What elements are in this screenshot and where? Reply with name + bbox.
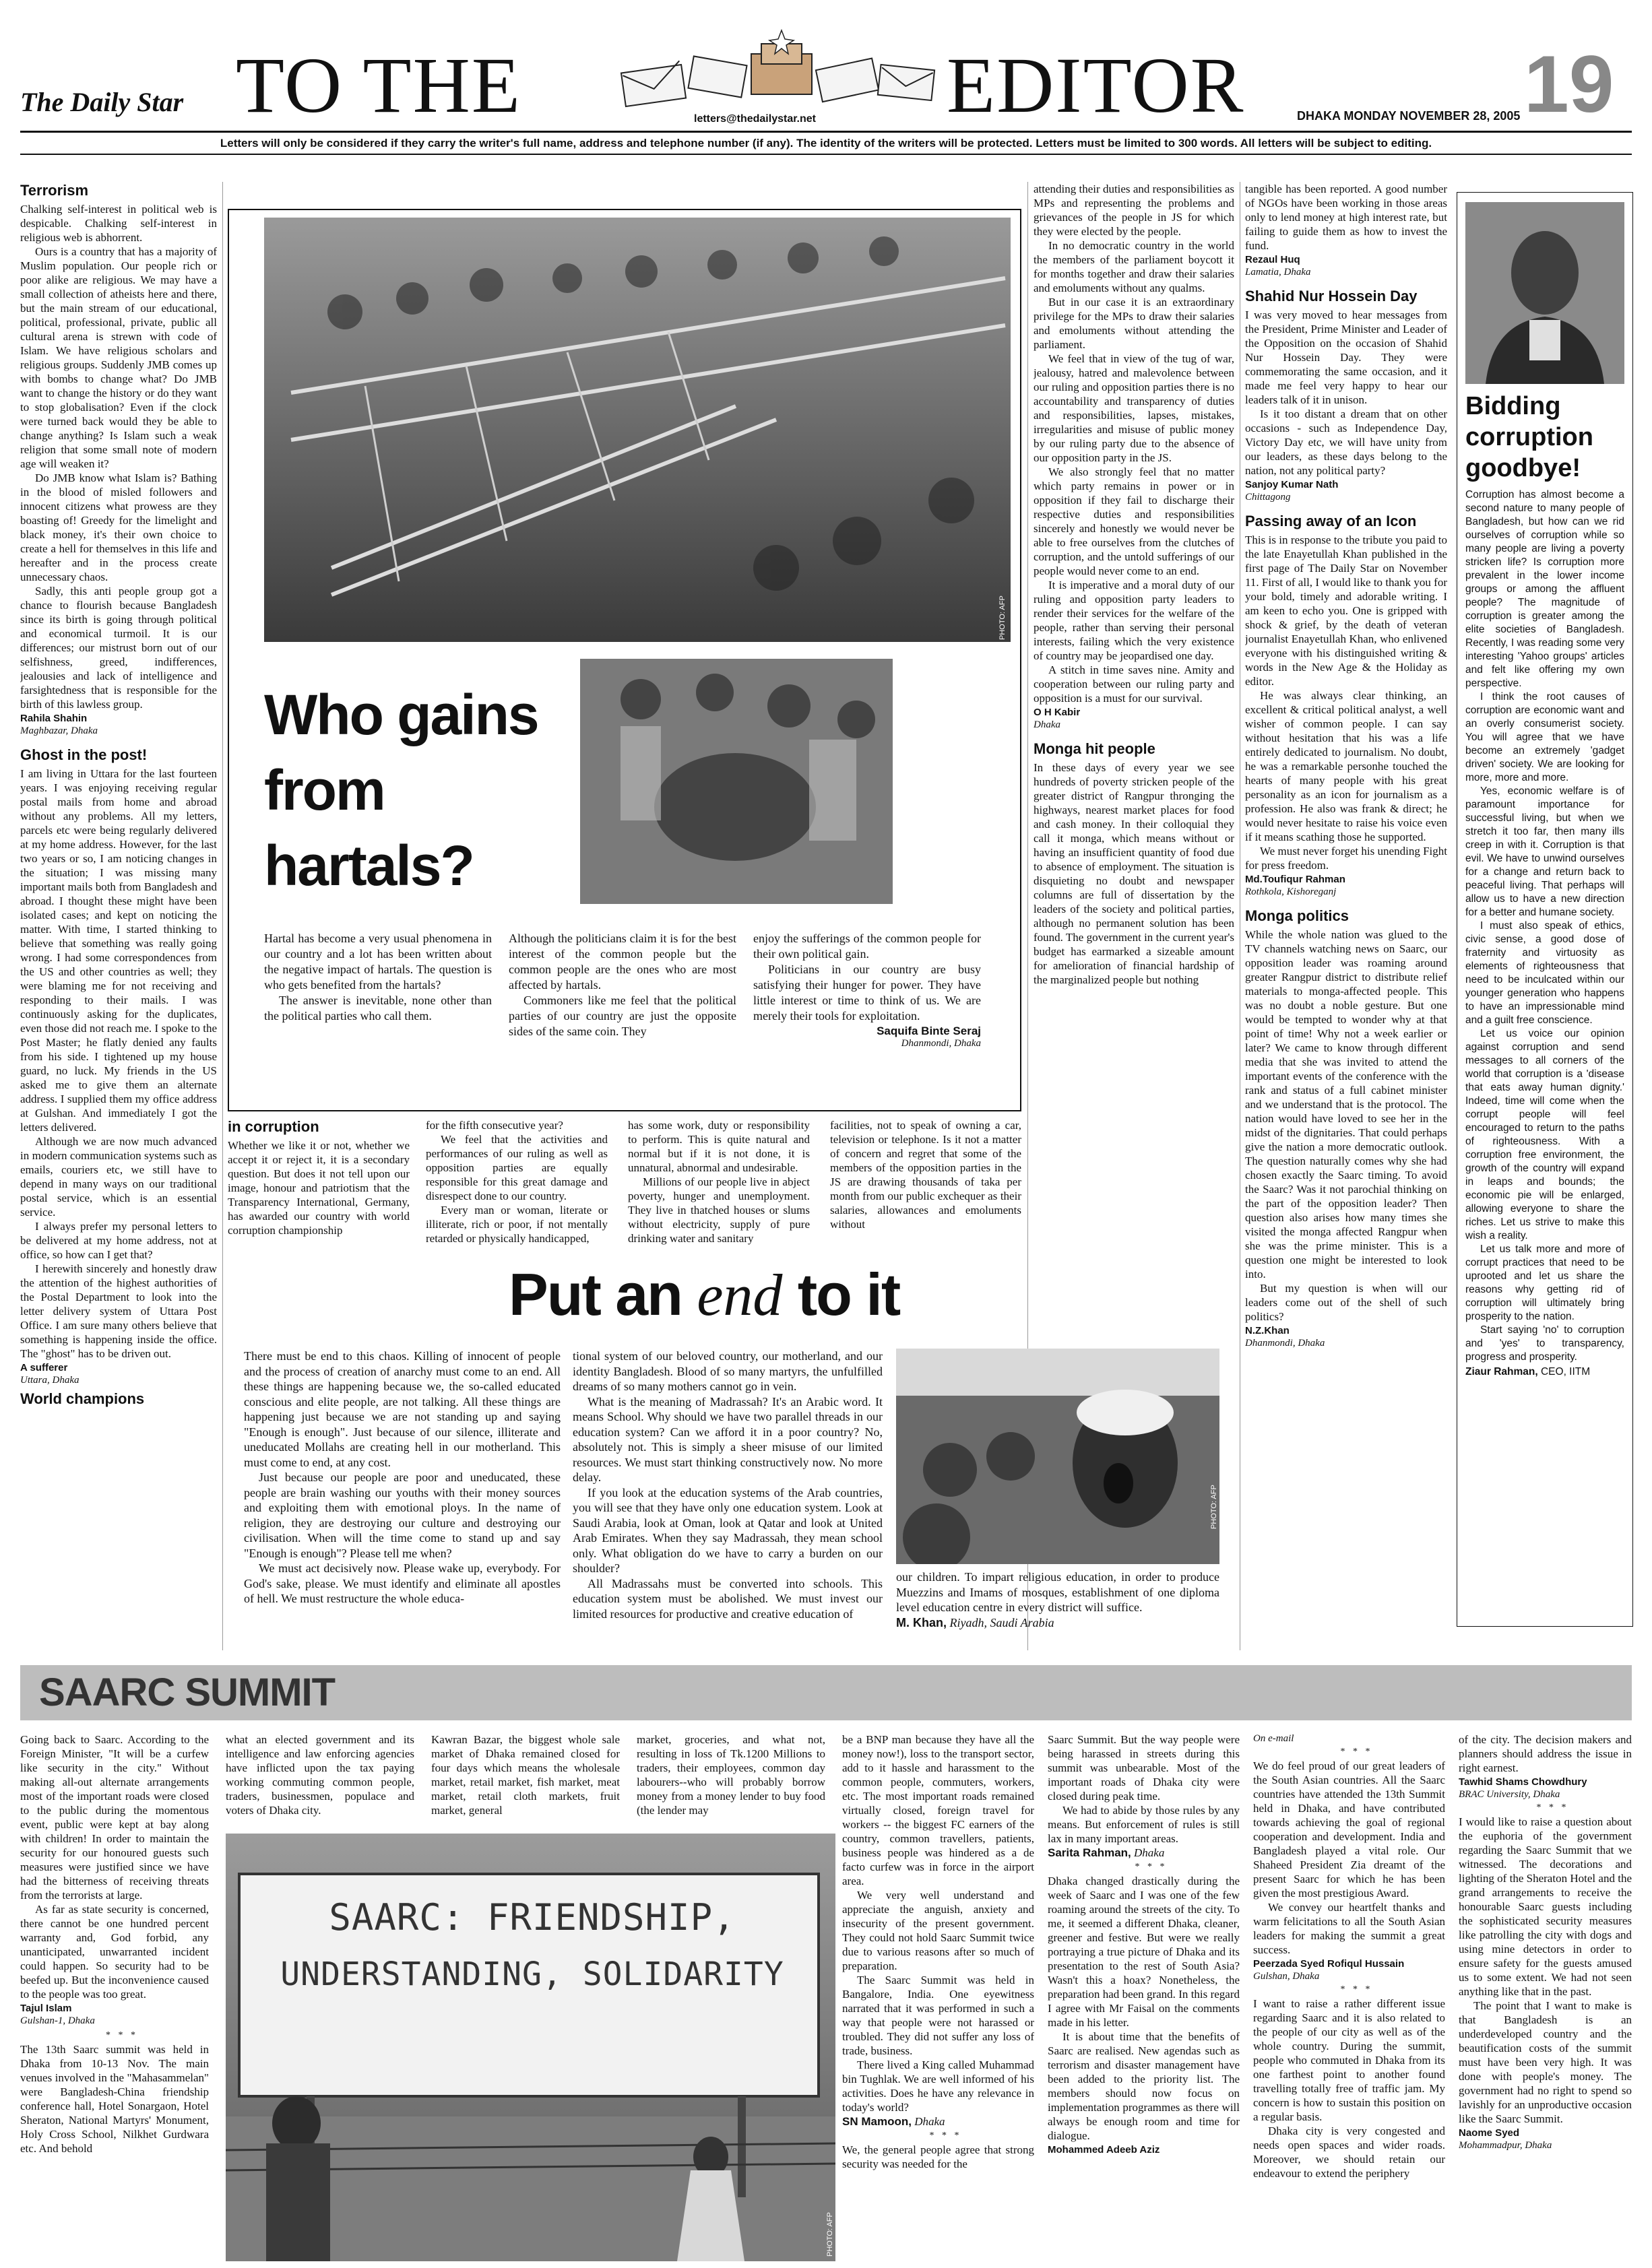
signature: Tawhid Shams Chowdhury xyxy=(1459,1776,1587,1788)
corruption-col-4: facilities, not to speak of owning a car, television or telephone. Is it not a matter of concern and regret that some of the members of the opposition parties in the JS are drawing thousands of taka per month from our public exchequer as their salaries, allowances and emoluments without xyxy=(830,1119,1021,1231)
photo-credit: PHOTO: AFP xyxy=(998,595,1007,640)
saarc-col-5: be a BNP man because they have all the money now!), loss to the transport sector, add to it hassle and harassment to the common people, commuters, workers, etc. The most important roads remained virtually closed, foreign travel for workers -- the biggest FC earners of the country, common travellers, patients, business people was hindered as a de facto curfew was in force in the airport area. We very well understand and appreciate the anguish, anxiety and insecurity of the present government. They could not hold Saarc Summit twice due to various reasons after so much of preparation. The Saarc Summit was held in Bangalore, India. One eyewitness narrated that it was performed in such a way that people were not harassed or troubled. They did not suffer any loss of trade, business. There lived a King called Muhammad bin Tughlak. We are well informed of his activities. Does he have any relevance in today's world? SN Mamoon, Dhaka * * * We, the general people agree that strong security was needed for the xyxy=(842,1733,1034,2170)
saarc-col-6: Saarc Summit. But the way people were being harassed in streets during this summit was unbearable. Most of the important roads of Dhaka city were closed during peak time. We had to abide by those rules by any means. But enforcement of rules is still lax in many important areas. Sarita Rahman, Dhaka * * * Dhaka changed drastically during the week of Saarc and I was one of the few roaming around the streets of the city. To me, it seemed a different Dhaka, cleaner, greener and festive. But were we really portraying a true picture of Dhaka and its presentation to the rest of South Asia? Wasn't this a hoax? Nonetheless, the preparation had been grand. In this regard I agree with Mr Faisal on the comments made in his letter. It is about time that the benefits of Saarc are realised. New agendas such as terrorism and disaster management have been added to the priority list. The members should now focus on implementation programmes as there will always be enough room and time for dialogue. Mohammed Adeeb Aziz xyxy=(1048,1733,1240,2156)
masthead-title-left: TO THE xyxy=(236,41,521,129)
saarc-col-2: what an elected government and its intelligence and law enforcing agencies have inflicted upon the tax paying working commuting common people, traders, businessmen, populace and voters of Dhaka city. xyxy=(226,1733,414,1817)
corruption-col-2: for the fifth consecutive year? We feel that the activities and performances of our ruling as well as opposition parties are equally responsible for this great damage and disrespect done to our country. Every man or woman, literate or illiterate, rich or poor, if not mentally retarded or physically handicapped, xyxy=(426,1119,608,1245)
madrassah-col-1: There must be end to this chaos. Killing of innocent of people and the process of creation of anarchy must come to an end. All these things are happening because we, the so-called educated conscious and elite people, are not talking. All these things are happening just because we are not standing up and saying "Enough is enough". Just because of our silence, illiterate and uneducated Mollahs are creating hell in our motherland. This must come to end, at any cost. Just because our people are poor and uneducated, these people are brain washing our youths with their money sources and exploiting them with emotional ploys. In the name of religion, they are destroying our culture and destroying our civilisation. When will the time come to stand up and say "Enough is enough"? Please tell me when? We must act decisively now. Please wake up, everybody. For God's sake, please. We must identify and eliminate all apostles of hell. We must restructure the whole educa- xyxy=(244,1349,561,1605)
heading-shahid-nur: Shahid Nur Hossein Day xyxy=(1245,288,1418,304)
saarc-col-7: On e-mail * * * We do feel proud of our great leaders of the South Asian countries. All the Saarc countries have attended the 13th Summit held in Dhaka, and have contributed towards achieving the goal of regional cooperation and development. India and Bangladesh played a vital role. Our Shaheed President Zia dreamt of the present Saarc for which he has been given the most prestigious Award. We convey our heartfelt thanks and warm felicitations to all the South Asian leaders for making the summit a great success. Peerzada Syed Rofiqul Hussain Gulshan, Dhaka * * * I want to raise a rather different issue regarding Saarc and it is also related to the people of our city as well as of the whole country. During the summit, people who commuted in Dhaka from its one farthest point to another found travelling totally free of traffic jam. My concern is how to sustain this position on a regular basis. Dhaka city is very congested and needs open spaces and wider roads. Moreover, we should retain our endeavour to extend the periphery xyxy=(1253,1733,1445,2180)
signature: Naome Syed xyxy=(1459,2127,1520,2139)
page-number: 19 xyxy=(1524,39,1614,129)
saarc-col-3: Kawran Bazar, the biggest whole sale market of Dhaka remained closed for four days which means the wholesale market, retail market, fish market, meat market, retail cloth markets, fruit market, general xyxy=(431,1733,620,1817)
signature: Md.Toufiqur Rahman xyxy=(1245,874,1345,885)
hartal-headline: Who gains from hartals? xyxy=(264,683,538,897)
author-portrait-photo xyxy=(1465,202,1624,384)
heading-monga-hit: Monga hit people xyxy=(1034,740,1155,757)
daily-star-logo: The Daily Star xyxy=(20,87,184,117)
hartal-col-2: Although the politicians claim it is for the best interest of the common people but the common people are the ones who are most affected by hartals. Commoners like me feel that the political parties of our country are just the opposite sides of the same coin. They xyxy=(509,932,736,1038)
hartal-crowd-photo xyxy=(264,218,1011,642)
column-terrorism: Terrorism Chalking self-interest in political web is despicable. Chalking self-interest in religious web is abhorrent. Ours is a country that has a majority of Muslim population. Our people rich or poor alike are religious. We may have a small collection of atheists here and there, but the main stream of our educational, political, professional, private, public all cultural arena is strewn with code of Islam. We have religious scholars and religious groups. Suddenly JMB comes up with bombs to change what? Do JMB want to change the history or do they want to stop globalisation? Even if the clock were turned back would they be able to change anything? Is Islam such a weak religion that some small note of modern age will weaken it? Do JMB know what Islam is? Bathing in the blood of misled followers and innocent citizens what prowess are they boasting of! Greedy for the limelight and black money, it's their own choice to create a hell for themselves in this life and hereafter and in the process create unnecessary chaos. Sadly, this anti people group got a chance to flourish because Bangladesh since its birth is going through political and economical turmoil. It is our differences; our mistrust born out of our selfishness, greed, indifferences, jealousies and lack of intelligence and farsightedness that is responsible for the birth of this lawless group. Rahila Shahin Maghbazar, Dhaka Ghost in the post! I am living in Uttara for the last fourteen years. I was enjoying receiving regular postal mails from home and abroad without any problems. All my letters, parcels etc were being regularly delivered at my home address. However, for the last two years or so, I am noticing changes in the situation; I was missing many important mails both from Bangladesh and abroad. I thought these might have been isolated cases; and kept on noticing the matter. With time, I started thinking to believe that something was really going wrong. I had some correspondences from the US and other countries as well; they were blaming me for not receiving and responding to their mails. I was continuously asking for the duplicates, even those did not reach me. I spoke to the Post Master; he flatly denied any faults from his side. I tightened up my house guard, no luck. My friends in the US asked me to give them an alternate address. I supplied them my office address at Gulshan. And immediately I got the letters delivered. Although we are now much advanced in modern communication systems such as emails, couriers etc, we still have to depend in many ways on our traditional postal service, which is an essential service. I always prefer my personal letters to be delivered at my home address, not at office, so how can I get that? I herewith sincerely and honestly draw the attention of the highest authorities of the Postal Department to look into the letter delivery system of Uttara Post Office. I am sure many others believe that something is happening inside the office. The "ghost" has to be driven out. A sufferer Uttara, Dhaka World champions xyxy=(20,182,217,1407)
hartal-col-1: Hartal has become a very usual phenomena in our country and a lot has been written about the negative impact of hartals. The question is who gets benefited from the hartals? The answer is inevitable, none other than the political parties who call them. xyxy=(264,932,492,1023)
photo-credit: PHOTO: AFP xyxy=(826,2212,834,2257)
corruption-col-1: in corruption Whether we like it or not, whether we accept it or reject it, it is a secondary question. But does it not tell upon our image, honour and patriotism that the Transparency International, Germany, has awarded our country with world corruption championship xyxy=(228,1118,410,1237)
hartal-col-3: enjoy the sufferings of the common people for their own political gain. Politicians in our country are busy satisfying their hunger for power. They have little interest or time to think of us. We are merely their tools for exploitation. Saquifa Binte Seraj Dhanmondi, Dhaka xyxy=(753,932,981,1049)
saarc-sign-text: SAARC: FRIENDSHIP, UNDERSTANDING, SOLIDARITY xyxy=(280,1896,784,1993)
hartal-police-photo xyxy=(578,657,895,906)
signature: Mohammed Adeeb Aziz xyxy=(1048,2144,1160,2156)
signature: SN Mamoon, xyxy=(842,2115,912,2128)
letters-notice: Letters will only be considered if they carry the writer's full name, address and telephone number (if any). The identity of the writers will be protected. Letters must be limited to 300 words. All letters will be subject to editing. xyxy=(220,137,1432,150)
column-divider xyxy=(222,182,223,1650)
protester-photo xyxy=(896,1349,1219,1564)
column-6: tangible has been reported. A good number of NGOs have been working in those areas only to lend money at high interest rate, but failing to guide them as how to invest the fund. Rezaul Huq Lamatia, Dhaka Shahid Nur Hossein Day I was very moved to hear messages from the President, Prime Minister and Leader of the Opposition on the occasion of Shahid Nur Hossein Day. They were commemorating the same occasion, and it made me feel very happy to hear our leaders talk of it in unison. Is it too distant a dream that on other occasions - such as Independence Day, Victory Day etc, we will have unity from our leaders, as these days belong to the nation, not any political party? Sanjoy Kumar Nath Chittagong Passing away of an Icon This is in response to the tribute you paid to the late Enayetullah Khan published in the first page of The Daily Star on November 11. First of all, I would like to thank you for your bold, timely and adorable writing. I am keen to echo you. One is gripped with shock & grief, by the death of veteran journalist Enayetullah Khan, who enlivened everyone with his distinguished writing & words in the New Age & the Holiday as editor. He was always clear thinking, an excellent & critical political analyst, a well wisher of common people. I can say without hesitation that his was a life entirely dedicated to journalism. No doubt, he was a remarkable personhe touched the hearts of many people with his great personality as an icon for journalism as a profession. He also was frank & direct; he would never hesitate to raise his voice even if it means scathing those he supported. We must never forget his unending Fight for press freedom. Md.Toufiqur Rahman Rothkola, Kishoreganj Monga politics While the whole nation was glued to the TV channels watching news on Saarc, our opposition leader was roaming around greater Rangpur district to distribute relief materials to monga-affected people. This was no doubt a noble gesture. But one would be tempted to wonder why at that point of time! Why not a week earlier or later? We came to know through different media that she was invited to attend the important events of the conference with the rank and status of a full cabinet minister and we understand that is the protocol. The nation would have loved to see her in the midst of the dignitaries. That could perhaps give the nation a more democratic outlook. The question naturally comes why she had chosen exactly the Saarc timing. To avoid the Saarc? Was it not parochial thinking on the part of the opposition leader? Then question also arises how many times she visited the monga affected Rangpur when she was the prime minister. This is a question one might be interested to look into. But my question is when will our leaders come out of the shell of such politics? N.Z.Khan Dhanmondi, Dhaka xyxy=(1245,183,1447,1349)
heading-terrorism: Terrorism xyxy=(20,182,89,199)
heading-passing-icon: Passing away of an Icon xyxy=(1245,513,1417,529)
madrassah-col-3: our children. To impart religious education, in order to produce Muezzins and Imams of mosques, establishment of one diploma level education centre in every district will suffice. M. Khan, Riyadh, Saudi Arabia xyxy=(896,1570,1219,1629)
signature: Ziaur Rahman, xyxy=(1465,1366,1538,1378)
heading-ghost-post: Ghost in the post! xyxy=(20,746,148,763)
bidding-title: Bidding corruption goodbye! xyxy=(1465,392,1593,482)
saarc-col-4: market, groceries, and what not, resulting in loss of Tk.1200 Millions to traders, their employees, common day labourers--who will probably borrow money from a money lender to buy food (the lender may xyxy=(637,1733,825,1817)
signature: N.Z.Khan xyxy=(1245,1325,1290,1336)
saarc-col-8: of the city. The decision makers and planners should address the issue in right earnest. Tawhid Shams Chowdhury BRAC University, Dhaka * * * I would like to raise a question about the euphoria of the government regarding the Saarc Summit that we witnessed. The decorations and lighting of the Sheraton Hotel and the grand arrangements to receive the honourable Saarc guests including the sophisticated security measures like patrolling the city with dogs and using mine detectors in order to ensure safety for the guests amused us to some extent. We had not seen anything like that in the past. The point that I want to make is that Bangladesh is an underdeveloped country and the beautification costs of the summit must have been very high. It was done with people's money. The government had no right to spend so lavishly for an unproductive occasion like the Saarc Summit. Naome Syed Mohammadpur, Dhaka xyxy=(1459,1733,1632,2151)
heading-world-champions: World champions xyxy=(20,1390,145,1407)
email-address[interactable]: letters@thedailystar.net xyxy=(694,113,816,125)
signature: M. Khan, xyxy=(896,1615,947,1629)
dateline: DHAKA MONDAY NOVEMBER 28, 2005 xyxy=(1297,109,1521,123)
saarc-banner-title: SAARC SUMMIT xyxy=(39,1671,336,1714)
saarc-banner xyxy=(20,1665,1632,1720)
masthead-title-right: EDITOR xyxy=(947,41,1245,129)
signature: A sufferer xyxy=(20,1362,68,1373)
bidding-body: Corruption has almost become a second nature to many people of Bangladesh, but how can we rid ourselves of corruption while so many people are living a poverty stricken life? Is corruption more prevalent in the lower income groups or among the affluent people? The magnitude of corruption is greater among the elite societies of Bangladesh. Recently, I was reading some very interesting 'Yahoo groups' articles and felt like offering my own perspective. I think the root causes of corruption are economic want and an overly consumerist society. You will agree that we have become an extremely 'gadget driven' society. We are looking for more, more and more. Yes, economic welfare is of paramount importance for successful living, but when we stretch it too far, then many ills creep in with it. Corruption is that evil. We have to unwind ourselves for a change and return back to peaceful living. That perhaps will allow us to have a new direction for a better and humane society. I must also speak of ethics, civic sense, a good dose of fraternity and virtuosity as elements of righteousness that need to be inculcated within our younger generation who happens to have an impressionable mind and a guilt free conscience. Let us voice our opinion against corruption and send messages to all corners of the world that corruption is a 'disease that eats away human dignity.' Indeed, time will come when the corrupt people will feel encouraged to return to the paths of righteousness. With a corruption free environment, the growth of the country will expand in leaps and bounds; the economic pie will be enlarged, allowing everyone to share the riches. Let us strive to make this wish a reality. Let us talk more and more of corrupt practices that need to be uprooted and let us share the reasons why getting rid of corruption will ultimately bring prosperity to the nation. Start saying 'no' to corruption and 'yes' to transparency, progress and prosperity. Ziaur Rahman, CEO, IITM xyxy=(1465,489,1624,1378)
signature: Sarita Rahman, xyxy=(1048,1846,1131,1859)
signature: Saquifa Binte Seraj xyxy=(877,1025,981,1037)
signature: Tajul Islam xyxy=(20,2003,72,2014)
saarc-col-1: Going back to Saarc. According to the Foreign Minister, "It will be a curfew like security in the city." Without making all-out alternate arrangements most of the important roads were closed to the public during the momentous event, public were kept at bay along with children! In order to maintain the security for our honoured guests such measures were justified since we have had the bitterness of receiving threats from the terrorists at large. As far as state security is concerned, there cannot be one hundred percent warranty and, God forbid, any unanticipated, unwarranted incident could happen. So security had to be beefed up. But the inconvenience caused to the people was too great. Tajul Islam Gulshan-1, Dhaka * * * The 13th Saarc summit was held in Dhaka from 10-13 Nov. The main venues involved in the "Mahasammelan" were Bangladesh-China friendship conference hall, Hotel Sonargaon, Hotel Sheraton, National Martyrs' Monument, Holy Cross School, Nilkhet Gurdwara etc. And behold xyxy=(20,1733,209,2155)
column-5: attending their duties and responsibilities as MPs and representing the problems and grievances of the people in JS for which they were elected by the people. In no democratic country in the world the members of the parliament boycott it for months together and draw their salaries and emoluments without any qualms. But in our case it is an extraordinary privilege for the MPs to draw their salaries and emoluments without attending the parliament. We feel that in view of the tug of war, jealousy, hatred and malevolence between our ruling and opposition parties there is no accountability and transparency of duties and responsibilities, lapses, mistakes, irregularities and misuse of public money by our ruling party due to the absence of our opposition party in the JS. We also strongly feel that no matter which party remains in power or in opposition if they fail to discharge their respective duties and responsibilities sincerely and honestly we would never be able to free ourselves from the clutches of corruption, and the untold sufferings of our people would never come to an end. It is imperative and a moral duty of our ruling and opposition party leaders to render their services for the welfare of the people, rather than serving their personal interests, failing which the very existence of country may be jeopardised one day. A stitch in time saves nine. Amity and cooperation between our ruling party and opposition is a must for our survival. O H Kabir Dhaka Monga hit people In these days of every year we see hundreds of poverty stricken people of the greater district of Rangpur thronging the highways, nearest market places for food and cash money. In their colloquial they call it monga, which means without or having an insufficient quantity of food due to absence of employment. The situation is disquieting no doubt and newspaper columns are full of dissertation by the leaders of the society and political parties, although no permanent solution has been found. The government in the current year's budget has earmarked a sizeable amount for amelioration of financial hardship of the marginalized people but nothing xyxy=(1034,183,1234,986)
notice-rule xyxy=(20,154,1632,155)
madrassah-headline: Put an end to it xyxy=(509,1261,900,1328)
masthead-rule xyxy=(20,131,1632,133)
signature: Sanjoy Kumar Nath xyxy=(1245,479,1339,490)
signature: Rezaul Huq xyxy=(1245,254,1300,265)
signature: Peerzada Syed Rofiqul Hussain xyxy=(1253,1958,1405,1970)
madrassah-col-2: tional system of our beloved country, our motherland, and our identity Bangladesh. Blood of so many martyrs, the unfulfilled dreams of so many mothers cannot go in vein. What is the meaning of Madrassah? It's an Arabic word. It means School. Why should we have two parallel threads in our education system? Can we afford it in a poor country? No, absolutely not. This is simply a sheer misuse of our limited resources. We must start thinking constructively now. No more delay. If you look at the education systems of the Arab countries, you will see that they have only one education system. Look at Saudi Arabia, look at Oman, look at Qatar and look at United Arab Emirates. When they say Madrassah, they mean school only. What obligation do we have to carry a burden on our shoulder? All Madrassahs must be converted into schools. This education system must be abolished. We must invest our limited resources for productive and creative education of xyxy=(573,1349,883,1621)
heading-monga-politics: Monga politics xyxy=(1245,907,1349,924)
photo-credit: PHOTO: AFP xyxy=(1210,1485,1218,1529)
signature: O H Kabir xyxy=(1034,707,1081,718)
signature: Rahila Shahin xyxy=(20,713,88,724)
corruption-col-3: has some work, duty or responsibility to perform. This is quite natural and normal but if it is not done, it is unnatural, abnormal and undesirable. Millions of our people live in abject poverty, hunger and unemployment. They live in thatched houses or slums without electricity, supply of pure drinking water and sanitary xyxy=(628,1119,810,1245)
heading-in-corruption: in corruption xyxy=(228,1118,319,1135)
